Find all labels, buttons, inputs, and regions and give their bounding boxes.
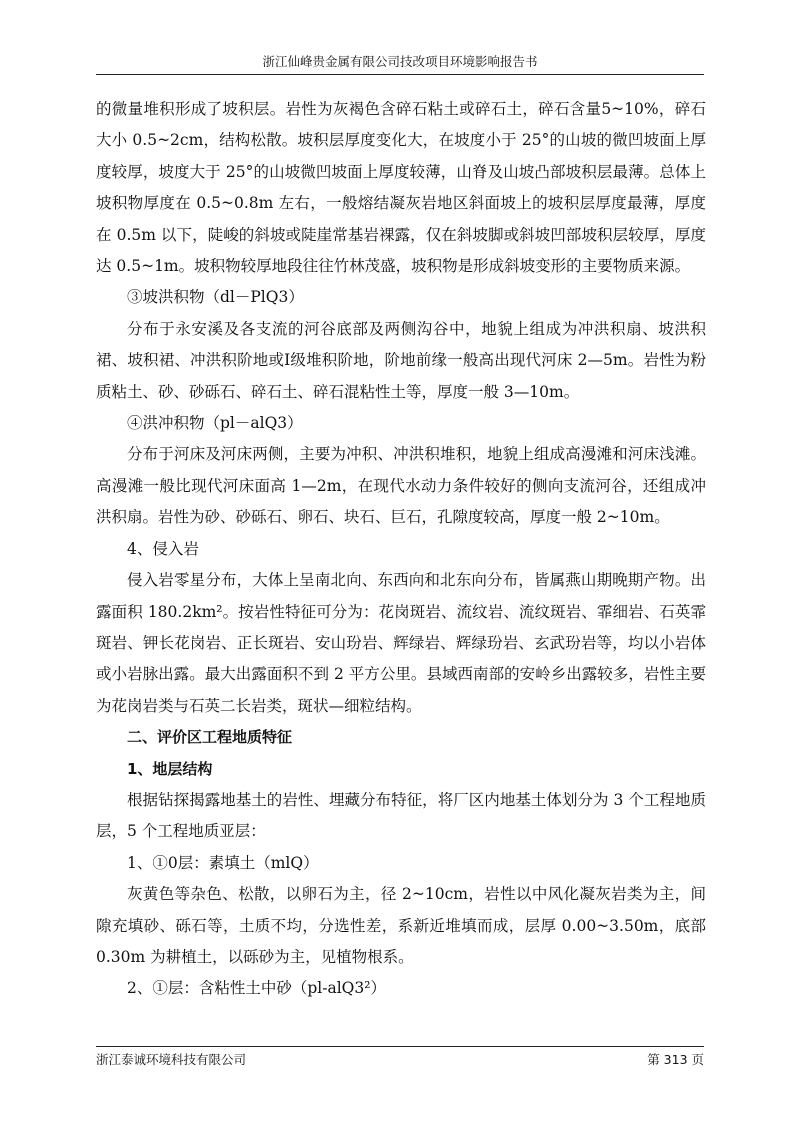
paragraph: 侵入岩零星分布，大体上呈南北向、东西向和北东向分布，皆属燕山期晚期产物。出露面积 180.2km²。按岩性特征可分为：花岗斑岩、流纹岩、流纹斑岩、霏细岩、石英霏斑岩、钾长花岗岩、正长斑岩、安山玢岩、辉绿岩、辉绿玢岩、玄武玢岩等，均以小岩体或小岩脉出露。最大出露面积不到 2 平方公里。县域西南部的安岭乡出露较多，岩性主要为花岗岩类与石英二长岩类，斑状—细粒结构。 — [96, 571, 706, 715]
paragraph: ③坡洪积物（dl－PlQ3） — [127, 288, 304, 307]
paragraph: 4、侵入岩 — [127, 539, 199, 558]
paragraph: ④洪冲积物（pl－alQ3） — [127, 414, 303, 433]
page-header — [96, 52, 704, 75]
body-content — [96, 94, 706, 1005]
paragraph: 分布于河床及河床两侧，主要为冲积、冲洪积堆积，地貌上组成高漫滩和河床浅滩。高漫滩一般比现代河床面高 1—2m，在现代水动力条件较好的侧向支流河谷，还组成冲洪积扇。岩性为砂、砂砾石、卵石、块石、巨石，孔隙度较高，厚度一般 2~10m。 — [96, 445, 706, 527]
subsection-heading: 1、地层结构 — [127, 759, 213, 778]
page-footer — [96, 1046, 704, 1069]
paragraph: 灰黄色等杂色、松散，以卵石为主，径 2~10cm，岩性以中风化凝灰岩类为主，间隙充填砂、砾石等，土质不均，分选性差，系新近堆填而成，层厚 0.00~3.50m，底部0.30m 为耕植土，以砾砂为主，见植物根系。 — [96, 885, 706, 966]
page-number: 第 313 页 — [647, 1052, 704, 1067]
section-heading: 二、评价区工程地质特征 — [127, 728, 293, 747]
paragraph: 分布于永安溪及各支流的河谷底部及两侧沟谷中，地貌上组成为冲洪积扇、坡洪积裙、坡积裙、冲洪积阶地或Ⅰ级堆积阶地，阶地前缘一般高出现代河床 2—5m。岩性为粉质粘土、砂、砂砾石、碎石土、碎石混粘性土等，厚度一般 3—10m。 — [96, 319, 706, 401]
paragraph: 2、①层：含粘性土中砂（pl-alQ3²） — [127, 979, 386, 998]
footer-company: 浙江泰诚环境科技有限公司 — [96, 1052, 247, 1067]
paragraph: 根据钻探揭露地基土的岩性、埋藏分布特征，将厂区内地基土体划分为 3 个工程地质层，5 个工程地质亚层： — [96, 790, 706, 841]
paragraph: 的微量堆积形成了坡积层。岩性为灰褐色含碎石粘土或碎石土，碎石含量5~10%，碎石大小 0.5~2cm，结构松散。坡积层厚度变化大，在坡度小于 25°的山坡的微凹坡面上厚度较厚，坡度大于 25°的山坡微凹坡面上厚度较薄，山脊及山坡凸部坡积层最薄。总体上坡积物厚度在 0.5~0.8m 左右，一般熔结凝灰岩地区斜面坡上的坡积层厚度最薄，厚度在 0.5m 以下，陡峻的斜坡或陡崖常基岩裸露，仅在斜坡脚或斜坡凹部坡积层较厚，厚度达 0.5~1m。坡积物较厚地段往往竹林茂盛，坡积物是形成斜坡变形的主要物质来源。 — [96, 100, 706, 276]
paragraph: 1、①0层：素填土（mlQ） — [127, 853, 319, 872]
header-title: 浙江仙峰贵金属有限公司技改项目环境影响报告书 — [262, 54, 538, 69]
